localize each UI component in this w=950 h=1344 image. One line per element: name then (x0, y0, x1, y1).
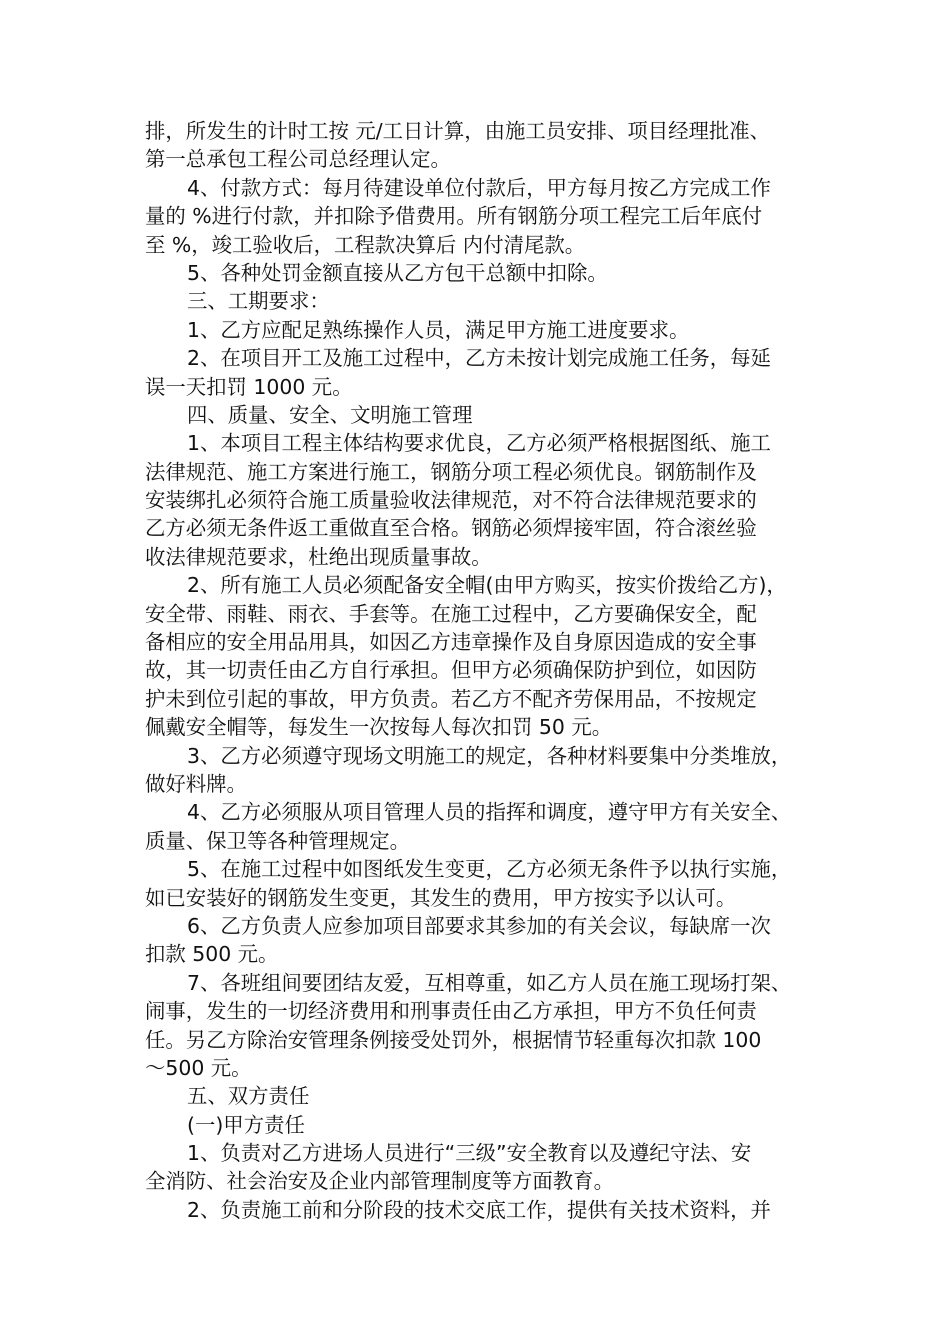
text-line: 闹事，发生的一切经济费用和刑事责任由乙方承担，甲方不负任何责 (145, 999, 757, 1024)
text-line: 乙方必须无条件返工重做直至合格。钢筋必须焊接牢固，符合滚丝验 (145, 516, 757, 541)
text-line: 至 %，竣工验收后，工程款决算后 内付清尾款。 (145, 232, 586, 257)
text-line: 3、乙方必须遵守现场文明施工的规定，各种材料要集中分类堆放， (187, 743, 792, 768)
text-line: 四、质量、安全、文明施工管理 (187, 402, 473, 427)
text-line: 扣款 500 元。 (145, 942, 279, 967)
text-line: 故，其一切责任由乙方自行承担。但甲方必须确保防护到位，如因防 (145, 658, 757, 683)
text-line: 6、乙方负责人应参加项目部要求其参加的有关会议，每缺席一次 (187, 913, 771, 938)
text-line: 安全带、雨鞋、雨衣、手套等。在施工过程中，乙方要确保安全，配 (145, 601, 757, 626)
text-line: 2、所有施工人员必须配备安全帽(由甲方购买，按实价拨给乙方)， (187, 573, 787, 598)
text-line: 误一天扣罚 1000 元。 (145, 374, 353, 399)
text-line: 2、在项目开工及施工过程中，乙方未按计划完成施工任务，每延 (187, 346, 771, 371)
text-line: 法律规范、施工方案进行施工，钢筋分项工程必须优良。钢筋制作及 (145, 459, 757, 484)
text-line: 1、负责对乙方进场人员进行“三级”安全教育以及遵纪守法、安 (187, 1141, 752, 1166)
text-line: 护未到位引起的事故，甲方负责。若乙方不配齐劳保用品，不按规定 (145, 686, 757, 711)
text-line: 如已安装好的钢筋发生变更，其发生的费用，甲方按实予以认可。 (145, 885, 737, 910)
text-line: 全消防、社会治安及企业内部管理制度等方面教育。 (145, 1169, 614, 1194)
text-line: 三、工期要求： (187, 289, 330, 314)
text-line: 排，所发生的计时工按 元/工日计算，由施工员安排、项目经理批准、 (145, 119, 771, 143)
document-page (145, 117, 805, 1224)
text-line: 4、乙方必须服从项目管理人员的指挥和调度，遵守甲方有关安全、 (187, 800, 792, 825)
text-line: 量的 %进行付款，并扣除予借费用。所有钢筋分项工程完工后年底付 (145, 204, 763, 229)
text-line: 收法律规范要求，杜绝出现质量事故。 (145, 544, 492, 569)
text-line: 1、乙方应配足熟练操作人员，满足甲方施工进度要求。 (187, 317, 690, 342)
text-line: 佩戴安全帽等，每发生一次按每人每次扣罚 50 元。 (145, 715, 613, 740)
text-line: 5、各种处罚金额直接从乙方包干总额中扣除。 (187, 260, 608, 285)
text-line: 1、本项目工程主体结构要求优良，乙方必须严格根据图纸、施工 (187, 431, 771, 456)
text-line: 任。另乙方除治安管理条例接受处罚外，根据情节轻重每次扣款 100 (145, 1027, 762, 1052)
text-line: 五、双方责任 (187, 1084, 310, 1109)
text-line: 2、负责施工前和分阶段的技术交底工作，提供有关技术资料，并 (187, 1197, 771, 1222)
text-line: 做好料牌。 (145, 771, 247, 796)
text-line: 4、付款方式：每月待建设单位付款后，甲方每月按乙方完成工作 (187, 175, 771, 200)
text-line: 第一总承包工程公司总经理认定。 (145, 147, 451, 172)
text-line: (一)甲方责任 (187, 1112, 305, 1137)
text-line: ～500 元。 (145, 1055, 252, 1080)
text-line: 7、各班组间要团结友爱，互相尊重，如乙方人员在施工现场打架、 (187, 970, 792, 995)
text-line: 安装绑扎必须符合施工质量验收法律规范，对不符合法律规范要求的 (145, 488, 757, 513)
text-line: 质量、保卫等各种管理规定。 (145, 828, 411, 853)
text-line: 备相应的安全用品用具，如因乙方违章操作及自身原因造成的安全事 (145, 630, 757, 655)
text-line: 5、在施工过程中如图纸发生变更，乙方必须无条件予以执行实施， (187, 857, 792, 882)
